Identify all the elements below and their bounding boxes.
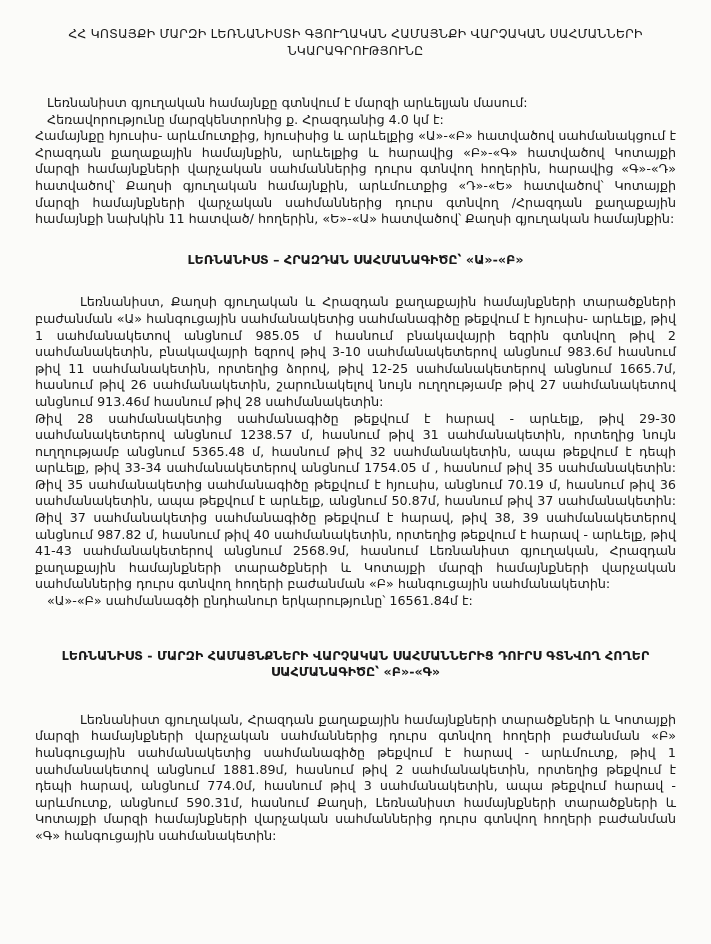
section-bg-heading-line-1: ԼԵՌՆԱՆԻՍՏ - ՄԱՐԶԻ ՀԱՄԱՅՆՔՆԵՐԻ ՎԱՐՉԱԿԱՆ ՍԱՀՄԱՆՆԵՐԻՑ ԴՈՒՐՍ ԳՏՆՎՈՂ ՀՈՂԵՐ (61, 647, 650, 663)
section-ab-paragraph-1: Լեռնանիստ, Քաղսի գյուղական և Հրազդան քաղաքային համայնքների տարածքների բաժանման «Ա» հանգուցային սահմանակետից սահմանագիծը թեքվում է հյուսիս- արևելք, թիվ 1 սահմանակետով անցնում 985.05 մ հասնում բնակավայրի եզրին գտնվող թիվ 2 սահմանակետին, բնակավայրի եզրով թիվ 3-10 սահմանակետերով անցնում 983.6մ հասնում թիվ 11 սահմանակետին, որտեղից ձորով, թիվ 12-25 սահմանակետերով անցնում 1665.7մ, հասնում թիվ 26 սահմանակետին, շարունակելով նույն ուղղությամբ թիվ 27 սահմանակետով անցնում 913.46մ հասնում թիվ 28 սահմանակետին: (35, 294, 676, 409)
section-bg-heading-line-2: ՍԱՀՄԱՆԱԳԻԾԸ՝ «Բ»-«Գ» (270, 664, 441, 680)
section-ab-paragraph-2: Թիվ 28 սահմանակետից սահմանագիծը թեքվում է հարավ - արևելք, թիվ 29-30 սահմանակետերով անցնում 1238.57 մ, հասնում թիվ 31 սահմանակետին, որտեղից նույն ուղղությամբ անցնում 5365.48 մ, հասնում թիվ 32 սահմանակետին, ապա թեքվում է դեպի արևելք, թիվ 33-34 սահմանակետերով անցնում 1754.05 մ , հասնում թիվ 35 սահմանակետին: Թիվ 35 սահմանակետից սահմանագիծը թեքվում է հյուսիս, անցնում 70.19 մ, հասնում թիվ 36 սահմանակետին, ապա թեքվում է արևելք, անցնում 50.87մ, հասնում թիվ 37 սահմանակետին: Թիվ 37 սահմանակետից սահմանագիծը թեքվում է հարավ, թիվ 38, 39 սահմանակետերով անցնում 987.82 մ, հասնում թիվ 40 սահմանակետին, որտեղից թեքվում է հարավ - արևելք, թիվ 41-43 սահմանակետերով անցնում 2568.9մ, հասնում Լեռնանիստ գյուղական, Հրազդան քաղաքային համայնքների տարածքների և Կոտայքի մարզի համայնքների վարչական սահմաններից դուրս գտնվող հողերի բաժանման «Բ» հանգուցային սահմանակետին: (35, 410, 676, 592)
section-bg-heading (35, 648, 676, 681)
section-ab-heading: ԼԵՌՆԱՆԻՍՏ – ՀՐԱԶԴԱՆ ՍԱՀՄԱՆԱԳԻԾԸ՝ «Ա»-«Բ» (187, 251, 524, 267)
intro-location-paragraph: Լեռնանիստ գյուղական համայնքը գտնվում է մարզի արևելյան մասում: (47, 95, 528, 110)
intro-borders-paragraph: Համայնքը հյուսիս- արևմուտքից, հյուսիսից և արևելքից «Ա»-«Բ» հատվածով սահմանակցում է Հրազդան քաղաքային համայնքին, արևելքից և հարավից «Բ»-«Գ» հատվածով Կոտայքի մարզի համայնքների վարչական սահմաններից դուրս գտնվող հողերին, հարավից «Գ»-«Դ» հատվածով՝ Քաղսի գյուղական համայնքին, արևմուտքից «Դ»-«Ե» հատվածով՝ Կոտայքի մարզի համայնքների վարչական սահմաններից դուրս գտնվող /Հրազդան քաղաքային համայնքի նախկին 11 հատված/ հողերին, «Ե»-«Ա» հատվածով՝ Քաղսի գյուղական համայնքին: (35, 128, 676, 227)
document-title-line-1: ՀՀ ԿՈՏԱՅՔԻ ՄԱՐԶԻ ԼԵՌՆԱՆԻՍՏԻ ԳՅՈՒՂԱԿԱՆ ՀԱՄԱՅՆՔԻ ՎԱՐՉԱԿԱՆ ՍԱՀՄԱՆՆԵՐԻ (68, 26, 643, 41)
document-title-line-2: ՆԿԱՐԱԳՐՈՒԹՅՈՒՆԸ (287, 43, 424, 58)
section-ab-total-length: «Ա»-«Բ» սահմանագծի ընդհանուր երկարությունը՝ 16561.84մ է: (47, 593, 473, 609)
section-bg-paragraph-1: Լեռնանիստ գյուղական, Հրազդան քաղաքային համայնքների տարածքների և Կոտայքի մարզի համայնքների վարչական սահմաններից դուրս գտնվող հողերի բաժանման «Բ» հանգուցային սահմանակետից սահմանագիծը թեքվում է հարավ - արևմուտք, թիվ 1 սահմանակետով անցնում 1881.89մ, հասնում թիվ 2 սահմանակետին, որտեղից թեքվում է դեպի հարավ, անցնում 774.0մ, հասնում թիվ 3 սահմանակետին, ապա թեքվում հարավ - արևմուտք, անցնում 590.31մ, հասնում Քաղսի, Լեռնանիստ համայնքների տարածքների և Կոտայքի մարզի համայնքների վարչական սահմաններից դուրս գտնվող հողերի բաժանման «Գ» հանգուցային սահմանակետին: (35, 711, 676, 843)
document-title (35, 25, 676, 59)
intro-distance-paragraph: Հեռավորությունը մարզկենտրոնից ք. Հրազդանից 4.0 կմ է: (47, 111, 444, 127)
